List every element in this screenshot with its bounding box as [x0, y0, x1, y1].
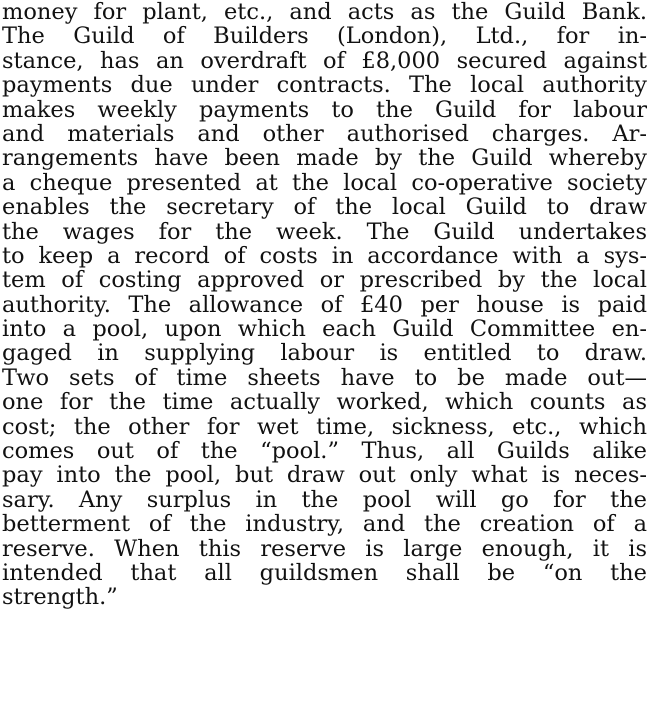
text-line: one for the time actually worked, which counts as [2, 390, 647, 415]
text-line: tem of costing approved or prescribed by the local [2, 268, 647, 293]
text-line: comes out of the “pool.” Thus, all Guilds alike [2, 439, 647, 464]
text-line: pay into the pool, but draw out only what is neces- [2, 463, 647, 488]
text-line: and materials and other authorised charges. Ar- [2, 121, 647, 147]
text-line: stance, has an overdraft of £8,000 secured against [2, 48, 647, 74]
text-line: reserve. When this reserve is large enough, it is [2, 536, 647, 561]
text-line: the wages for the week. The Guild undertakes [2, 219, 647, 244]
text-line: money for plant, etc., and acts as the Guild Bank. [2, 0, 647, 25]
text-line: into a pool, upon which each Guild Committee en- [2, 317, 647, 342]
text-line: authority. The allowance of £40 per house is paid [2, 292, 647, 318]
text-line: payments due under contracts. The local authority [2, 73, 647, 98]
text-line: Two sets of time sheets have to be made out— [2, 365, 647, 391]
text-line: sary. Any surplus in the pool will go for the [2, 487, 647, 513]
text-line: makes weekly payments to the Guild for labour [2, 97, 647, 122]
text-line: rangements have been made by the Guild whereby [2, 146, 647, 171]
text-line: The Guild of Builders (London), Ltd., for in- [2, 24, 647, 49]
text-line: cost; the other for wet time, sickness, etc., which [2, 414, 647, 440]
text-line: strength.” [2, 585, 118, 610]
text-line: intended that all guildsmen shall be “on the [2, 560, 647, 586]
text-line: betterment of the industry, and the creation of a [2, 512, 647, 537]
text-line: a cheque presented at the local co-operative society [2, 170, 647, 196]
text-line: gaged in supplying labour is entitled to draw. [2, 341, 647, 366]
text-line: to keep a record of costs in accordance with a sys- [2, 243, 647, 269]
body-paragraph [2, 0, 647, 610]
text-line: enables the secretary of the local Guild to draw [2, 195, 647, 220]
